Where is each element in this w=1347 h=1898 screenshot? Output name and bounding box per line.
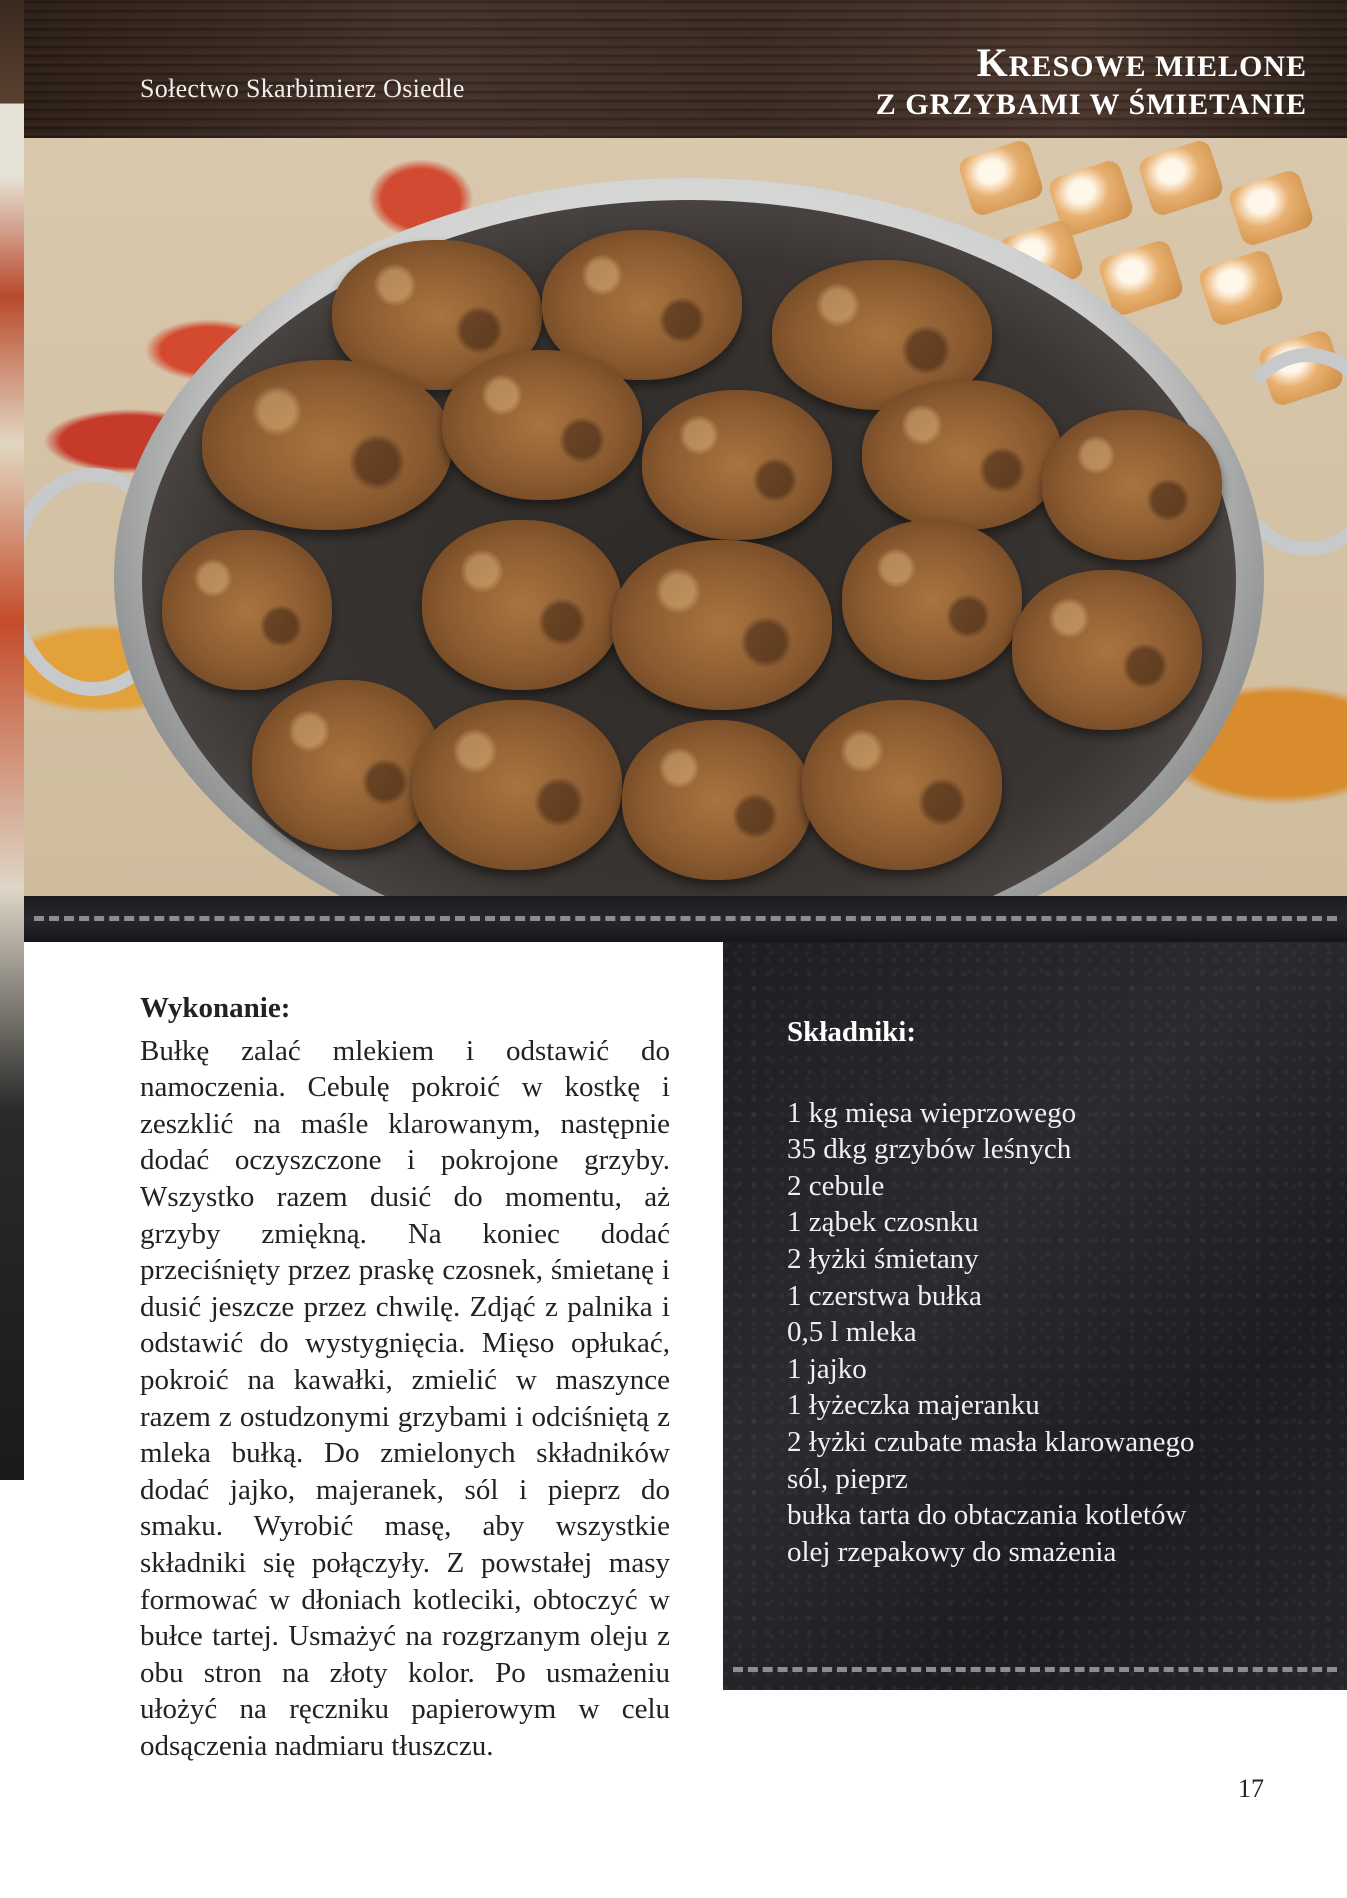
ingredient-item: bułka tarta do obtaczania kotletów: [787, 1499, 1187, 1532]
pastry: [957, 138, 1046, 218]
pastry: [1197, 248, 1286, 328]
cutlet: [612, 540, 832, 710]
community-name: Sołectwo Skarbimierz Osiedle: [140, 74, 465, 103]
stitching: [34, 916, 1337, 921]
recipe-title-line1: [876, 40, 1307, 86]
ingredient-item: 1 jajko: [787, 1352, 867, 1385]
cutlet: [622, 720, 812, 880]
page-number: 17: [1238, 1774, 1264, 1803]
pastry: [1227, 168, 1316, 248]
recipe-title-line1-rest: RESOWE MIELONE: [1008, 50, 1307, 83]
cutlet: [1012, 570, 1202, 730]
ingredients-heading: Składniki:: [787, 1016, 916, 1048]
ingredients-section: [787, 1014, 1327, 1570]
recipe-title-line2: Z GRZYBAMI W ŚMIETANIE: [875, 88, 1307, 121]
instructions-text: Bułkę zalać mlekiem i odstawić do namoczenia. Cebulę pokroić w kostkę i zeszklić na maśle klarowanym, następnie dodać oczyszczone i pokrojone grzyby. Wszystko razem dusić do momentu, aż grzyby zmiękną. Na koniec dodać przeciśnięty przez praskę czosnek, śmietanę i dusić jeszcze przez chwilę. Zdjąć z palnika i odstawić do wystygnięcia. Mięso opłukać, pokroić na kawałki, zmielić w maszynce razem z ostudzonymi grzybami i odciśniętą z mleka bułką. Do zmielonych składników dodać jajko, majeranek, sól i pieprz do smaku. Wyrobić masę, aby wszystkie składniki się połączyły. Z powstałej masy formować w dłoniach kotleciki, obtoczyć w bułce tartej. Usmażyć na rozgrzanym oleju z obu stron na złoty kolor. Po usmażeniu ułożyć na ręczniku papierowym w celu odsączenia nadmiaru tłuszczu.: [140, 1034, 670, 1762]
dish-photo: [24, 138, 1347, 896]
ingredient-item: olej rzepakowy do smażenia: [787, 1535, 1117, 1568]
ingredients-list: [787, 1095, 1327, 1571]
ingredient-item: sól, pieprz: [787, 1462, 908, 1495]
cutlet: [842, 520, 1022, 680]
cutlet: [442, 350, 642, 500]
cutlet: [1042, 410, 1222, 560]
ingredients-panel: [723, 942, 1347, 1690]
header-wood-band: [24, 0, 1347, 138]
ingredient-item: 1 łyżeczka majeranku: [787, 1389, 1040, 1422]
instructions-heading: Wykonanie:: [140, 992, 291, 1024]
ingredient-item: 2 łyżki czubate masła klarowanego: [787, 1425, 1195, 1458]
ingredient-item: 2 łyżki śmietany: [787, 1242, 979, 1275]
cutlet: [862, 380, 1062, 530]
ingredient-item: 35 dkg grzybów leśnych: [787, 1133, 1072, 1166]
cutlet: [422, 520, 622, 690]
ingredient-item: 1 kg mięsa wieprzowego: [787, 1096, 1077, 1129]
cutlet: [802, 700, 1002, 870]
ingredient-item: 1 czerstwa bułka: [787, 1279, 982, 1312]
cutlet: [412, 700, 622, 870]
pastry: [1137, 138, 1226, 218]
cutlet: [202, 360, 452, 530]
stitched-leather-band: [24, 896, 1347, 942]
instructions-section: [140, 990, 670, 1764]
cutlet: [642, 390, 832, 540]
ingredient-item: 0,5 l mleka: [787, 1316, 917, 1349]
recipe-title: [875, 40, 1307, 124]
ingredient-item: 1 ząbek czosnku: [787, 1206, 979, 1239]
stitching: [733, 1667, 1337, 1672]
previous-page-edge: [0, 0, 24, 1480]
ingredient-item: 2 cebule: [787, 1169, 885, 1202]
cutlet: [162, 530, 332, 690]
recipe-title-initial: K: [976, 40, 1009, 85]
